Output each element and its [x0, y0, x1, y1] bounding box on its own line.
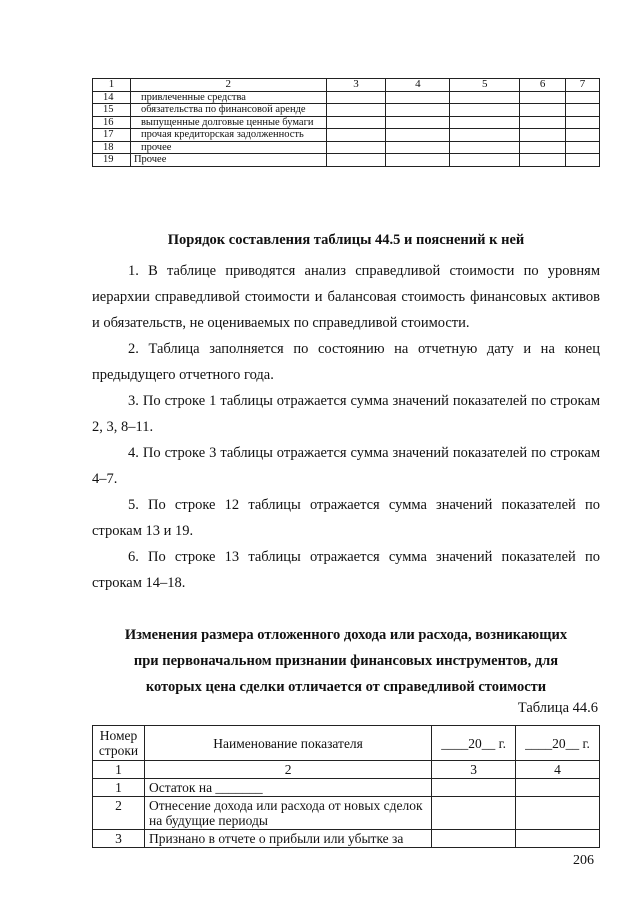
- index-cell: 3: [432, 761, 516, 779]
- table-row: [93, 797, 600, 830]
- table-row: [93, 141, 600, 154]
- table-title-line: Изменения размера отложенного дохода или расхода, возникающих: [124, 627, 568, 643]
- section-heading: Порядок составления таблицы 44.5 и пояснений к ней: [167, 232, 525, 248]
- row-name: Отнесение дохода или расхода от новых сделок на будущие периоды: [144, 797, 431, 830]
- row-name: Признано в отчете о прибыли или убытке за: [144, 830, 431, 848]
- row-number: 19: [93, 154, 131, 167]
- row-number: 3: [93, 830, 145, 848]
- row-name: Остаток на _______: [144, 779, 431, 797]
- deferred-income-table: [92, 725, 600, 848]
- paragraph-1: 1. В таблице приводятся анализ справедливой стоимости по уровням иерархии справедливой стоимости и балансовая стоимость финансовых активов и обязательств, не оцениваемых по справедливой стоимости.: [92, 263, 600, 331]
- table-row: [93, 91, 600, 104]
- row-number: 1: [93, 779, 145, 797]
- header-cell: 1: [93, 79, 131, 92]
- header-cell: 4: [386, 79, 450, 92]
- row-number: 2: [93, 797, 145, 830]
- table-header-row: [93, 726, 600, 761]
- table-row: [93, 129, 600, 142]
- table-label: Таблица 44.6: [517, 700, 598, 716]
- fair-value-table-continuation: [92, 78, 600, 167]
- paragraph-3: 3. По строке 1 таблицы отражается сумма значений показателей по строкам 2, 3, 8–11.: [92, 393, 600, 435]
- header-period-1: ____20__ г.: [432, 726, 516, 761]
- index-cell: 2: [144, 761, 431, 779]
- row-name: привлеченные средства: [130, 91, 326, 104]
- page-number: 206: [573, 853, 594, 868]
- paragraph-6: 6. По строке 13 таблицы отражается сумма значений показателей по строкам 14–18.: [92, 549, 600, 591]
- table-index-row: [93, 761, 600, 779]
- row-name: выпущенные долговые ценные бумаги: [130, 116, 326, 129]
- header-indicator-name: Наименование показателя: [144, 726, 431, 761]
- table-row: [93, 104, 600, 117]
- row-number: 18: [93, 141, 131, 154]
- table-title-line: при первоначальном признании финансовых инструментов, для: [133, 653, 559, 669]
- header-cell: 3: [326, 79, 386, 92]
- table-title: [92, 622, 600, 700]
- header-cell: 7: [566, 79, 600, 92]
- table-title-line: которых цена сделки отличается от справедливой стоимости: [145, 679, 547, 695]
- index-cell: 4: [516, 761, 600, 779]
- header-cell: 2: [130, 79, 326, 92]
- row-number: 15: [93, 104, 131, 117]
- row-name: Прочее: [130, 154, 326, 167]
- paragraph-2: 2. Таблица заполняется по состоянию на отчетную дату и на конец предыдущего отчетного года.: [92, 341, 600, 383]
- paragraph-5: 5. По строке 12 таблицы отражается сумма значений показателей по строкам 13 и 19.: [92, 497, 600, 539]
- paragraph-4: 4. По строке 3 таблицы отражается сумма значений показателей по строкам 4–7.: [92, 445, 600, 487]
- header-cell: 5: [450, 79, 520, 92]
- table-row: [93, 779, 600, 797]
- table-row: [93, 154, 600, 167]
- row-name: прочее: [130, 141, 326, 154]
- row-number: 14: [93, 91, 131, 104]
- table-row: [93, 830, 600, 848]
- header-cell: 6: [520, 79, 566, 92]
- row-name: обязательства по финансовой аренде: [130, 104, 326, 117]
- table-row: [93, 116, 600, 129]
- row-number: 16: [93, 116, 131, 129]
- row-number: 17: [93, 129, 131, 142]
- row-name: прочая кредиторская задолженность: [130, 129, 326, 142]
- header-period-2: ____20__ г.: [516, 726, 600, 761]
- table-header-row: [93, 79, 600, 92]
- index-cell: 1: [93, 761, 145, 779]
- header-row-number: Номер строки: [93, 726, 145, 761]
